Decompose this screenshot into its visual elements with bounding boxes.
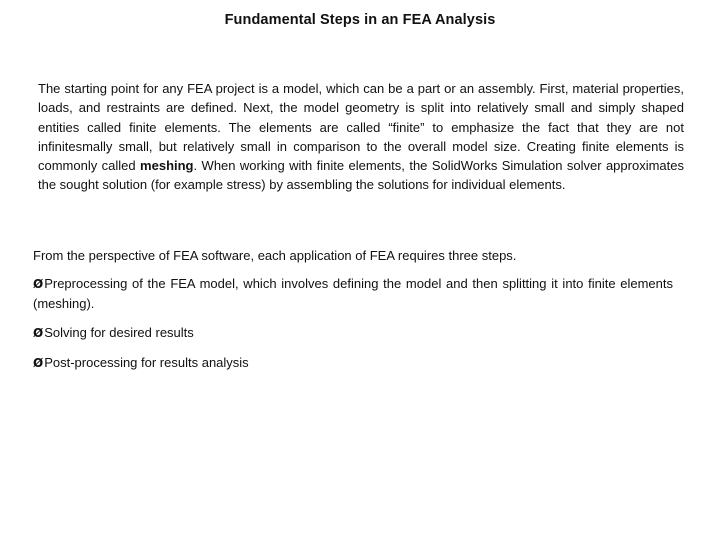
step-text: Preprocessing of the FEA model, which involves defining the model and then splitting it into finite elements (meshing).	[33, 276, 673, 311]
intro-bold-term: meshing	[140, 158, 194, 174]
arrow-bullet-icon: Ø	[33, 326, 44, 340]
steps-lead: From the perspective of FEA software, each application of FEA requires three steps.	[33, 248, 517, 263]
step-item-postprocessing	[33, 353, 673, 373]
intro-paragraph	[38, 79, 684, 195]
arrow-bullet-icon: Ø	[33, 277, 44, 291]
intro-text-before: The starting point for any FEA project is a model, which can be a part or an assembly. First, material properties, loads, and restraints are defined. Next, the model geometry is split into relatively small and simply shaped entities called finite elements. The elements are called “finite” to emphasize the fact that they are not infinitesmally small, but relatively small in comparison to the overall model size. Creating finite elements is commonly called	[38, 81, 684, 174]
step-item-solving	[33, 323, 673, 343]
step-text: Solving for desired results	[44, 325, 194, 340]
arrow-bullet-icon: Ø	[33, 356, 44, 370]
step-text: Post-processing for results analysis	[44, 355, 249, 370]
step-item-preprocessing	[33, 274, 673, 313]
intro-text-after: . When working with finite elements, the SolidWorks Simulation solver approximates the sought solution (for example stress) by assembling the solutions for individual elements.	[38, 158, 684, 193]
steps-list	[33, 274, 673, 383]
slide-title: Fundamental Steps in an FEA Analysis	[224, 12, 496, 28]
